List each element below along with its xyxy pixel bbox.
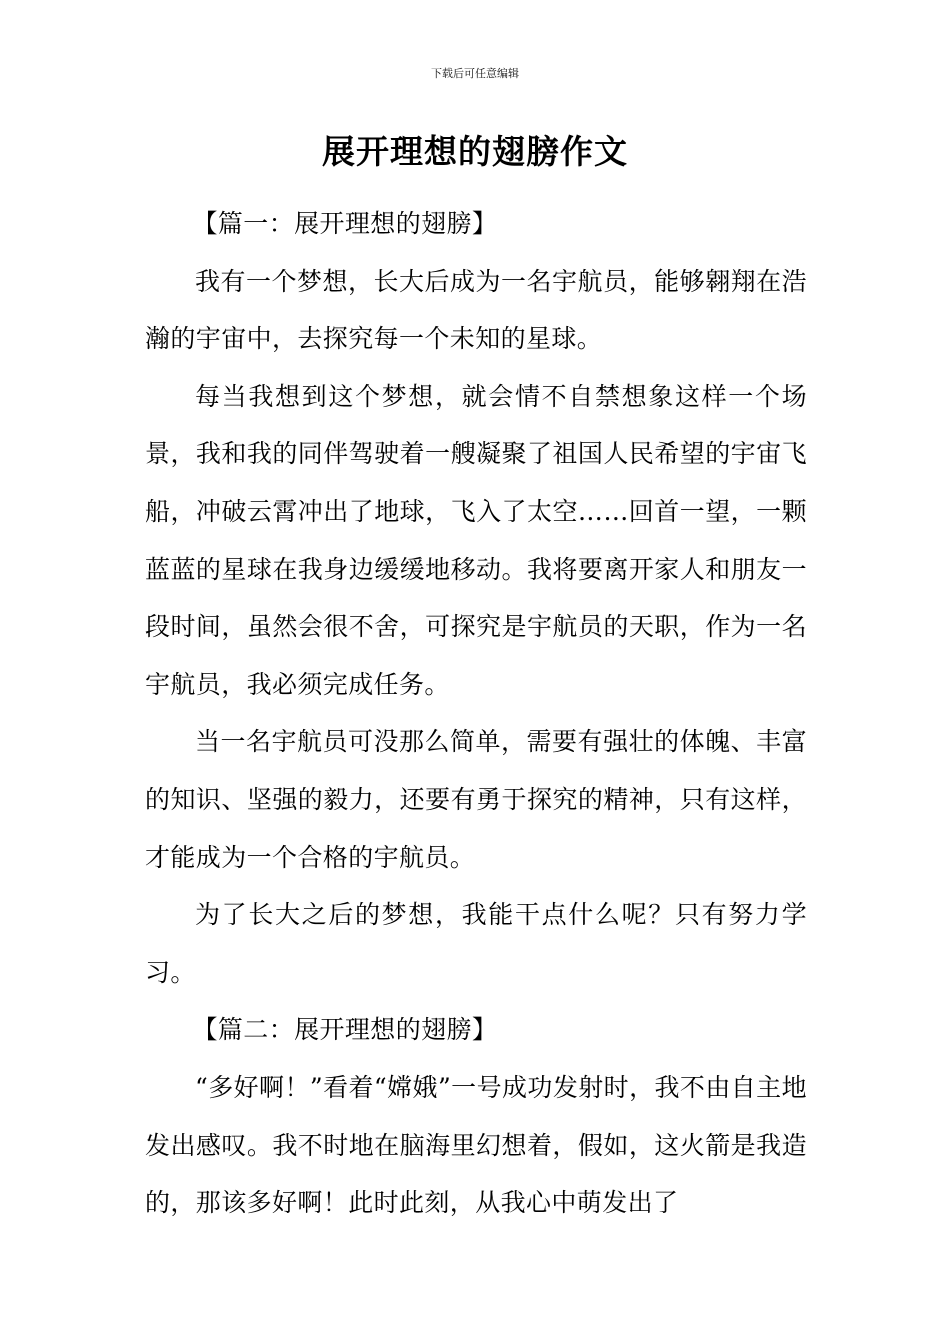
header-note: 下载后可任意编辑	[431, 67, 519, 80]
paragraph: 为了长大之后的梦想，我能干点什么呢？只有努力学习。	[145, 900, 807, 987]
section-heading: 【篇一：展开理想的翅膀】	[192, 209, 498, 238]
document-body	[145, 195, 807, 1232]
paragraph: 我有一个梦想，长大后成为一名宇航员，能够翱翔在浩瀚的宇宙中，去探究每一个未知的星球。	[145, 266, 807, 354]
section-heading: 【篇二：展开理想的翅膀】	[192, 1015, 498, 1045]
document-title: 展开理想的翅膀作文	[322, 132, 628, 171]
paragraph: “多好啊！”看着“嫦娥”一号成功发射时，我不由自主地发出感叹。我不时地在脑海里幻想着，假如，这火箭是我造的，那该多好啊！此时此刻，从我心中萌发出了	[145, 1072, 807, 1218]
paragraph: 每当我想到这个梦想，就会情不自禁想象这样一个场景，我和我的同伴驾驶着一艘凝聚了祖国人民希望的宇宙飞船，冲破云霄冲出了地球，飞入了太空……回首一望，一颗蓝蓝的星球在我身边缓缓地移动。我将要离开家人和朋友一段时间，虽然会很不舍，可探究是宇航员的天职，作为一名宇航员，我必须完成任务。	[145, 381, 807, 699]
paragraph: 当一名宇航员可没那么简单，需要有强壮的体魄、丰富的知识、坚强的毅力，还要有勇于探究的精神，只有这样，才能成为一个合格的宇航员。	[145, 727, 807, 872]
